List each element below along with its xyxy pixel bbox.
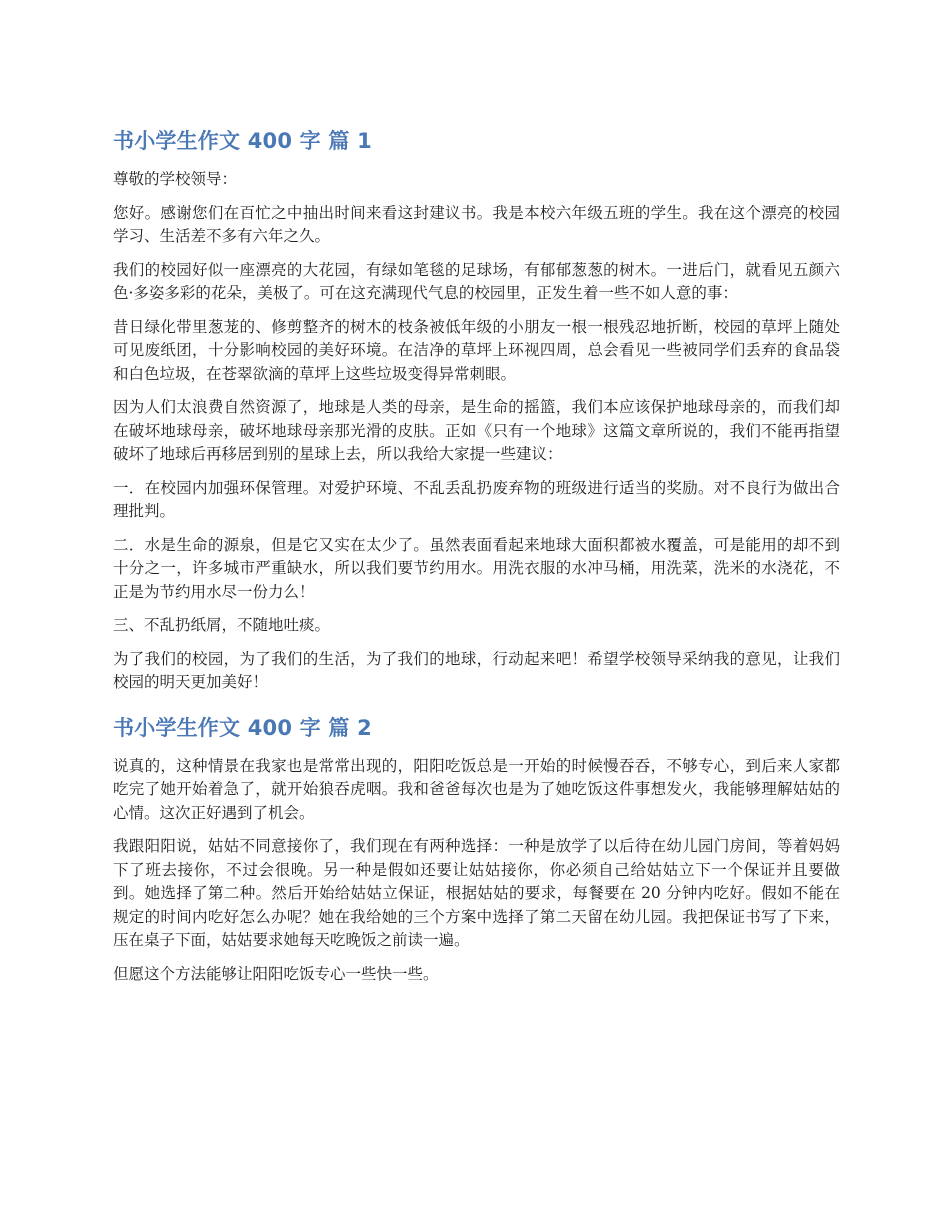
paragraph: 昔日绿化带里葱茏的、修剪整齐的树木的枝条被低年级的小朋友一根一根残忍地折断，校园的草坪上随处可见废纸团，十分影响校园的美好环境。在洁净的草坪上环视四周，总会看见一些被同学们丢弃的食品袋和白色垃圾，在苍翠欲滴的草坪上这些垃圾变得异常刺眼。 [113, 317, 840, 383]
paragraph: 三、不乱扔纸屑，不随地吐痰。 [113, 616, 331, 634]
section-title: 书小学生作文 400 字 篇 2 [113, 715, 372, 740]
essay-section-2 [113, 713, 840, 987]
document-page [113, 126, 840, 996]
paragraph: 因为人们太浪费自然资源了，地球是人类的母亲，是生命的摇篮，我们本应该保护地球母亲的，而我们却在破坏地球母亲，破坏地球母亲那光滑的皮肤。正如《只有一个地球》这篇文章所说的，我们不能再指望破坏了地球后再移居到别的星球上去，所以我给大家提一些建议： [113, 398, 840, 463]
section-title: 书小学生作文 400 字 篇 1 [113, 129, 372, 153]
essay-section-1 [113, 126, 840, 695]
paragraph: 您好。感谢您们在百忙之中抽出时间来看这封建议书。我是本校六年级五班的学生。我在这个漂亮的校园学习、生活差不多有六年之久。 [113, 203, 840, 245]
paragraph: 尊敬的学校领导： [113, 170, 238, 188]
paragraph: 一．在校园内加强环保管理。对爱护环境、不乱丢乱扔废弃物的班级进行适当的奖励。对不良行为做出合理批判。 [113, 478, 840, 520]
paragraph: 我跟阳阳说，姑姑不同意接你了，我们现在有两种选择：一种是放学了以后待在幼儿园门房间，等着妈妈下了班去接你，不过会很晚。另一种是假如还要让姑姑接你，你必须自己给姑姑立下一个保证并且要做到。她选择了第二种。然后开始给姑姑立保证，根据姑姑的要求，每餐要在 20 分钟内吃好。假如不能在规定的时间内吃好怎么办呢？她在我给她的三个方案中选择了第二天留在幼儿园。我把保证书写了下来，压在桌子下面，姑姑要求她每天吃晚饭之前读一遍。 [113, 837, 840, 949]
paragraph: 为了我们的校园，为了我们的生活，为了我们的地球，行动起来吧！希望学校领导采纳我的意见，让我们校园的明天更加美好！ [113, 649, 840, 691]
paragraph: 二．水是生命的源泉，但是它又实在太少了。虽然表面看起来地球大面积都被水覆盖，可是能用的却不到十分之一，许多城市严重缺水，所以我们要节约用水。用洗衣服的水冲马桶，用洗菜，洗米的水浇花，不正是为节约用水尽一份力么！ [113, 535, 840, 601]
paragraph: 说真的，这种情景在我家也是常常出现的，阳阳吃饭总是一开始的时候慢吞吞，不够专心，到后来人家都吃完了她开始着急了，就开始狼吞虎咽。我和爸爸每次也是为了她吃饭这件事想发火，我能够理解姑姑的心情。这次正好遇到了机会。 [113, 756, 840, 822]
paragraph: 但愿这个方法能够让阳阳吃饭专心一些快一些。 [113, 964, 439, 983]
paragraph: 我们的校园好似一座漂亮的大花园，有绿如笔毯的足球场，有郁郁葱葱的树木。一进后门，就看见五颜六色·多姿多彩的花朵，美极了。可在这充满现代气息的校园里，正发生着一些不如人意的事： [113, 260, 840, 302]
